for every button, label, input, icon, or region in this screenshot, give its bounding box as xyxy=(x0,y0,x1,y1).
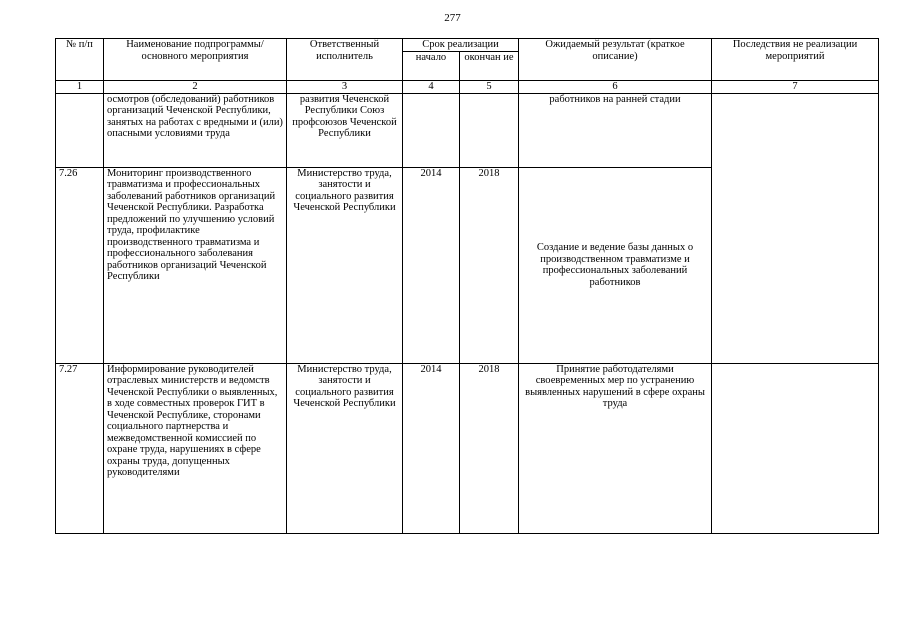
column-number: 5 xyxy=(460,81,519,94)
row-responsible: Министерство труда, занятости и социального развития Чеченской Республики xyxy=(287,167,403,363)
row-result: Принятие работодателями своевременных мер по устранению выявленных нарушений в сфере охраны труда xyxy=(519,363,712,533)
table-row xyxy=(56,93,879,167)
header-no: № п/п xyxy=(56,39,104,81)
row-end: 2018 xyxy=(460,167,519,363)
header-responsible: Ответственный исполнитель xyxy=(287,39,403,81)
row-end xyxy=(460,93,519,167)
column-number: 3 xyxy=(287,81,403,94)
header-result: Ожидаемый результат (краткое описание) xyxy=(519,39,712,81)
row-no xyxy=(56,93,104,167)
measures-table xyxy=(55,38,879,534)
row-start: 2014 xyxy=(403,363,460,533)
row-responsible: развития Чеченской Республики Союз профсоюзов Чеченской Республики xyxy=(287,93,403,167)
header-end: окончан ие xyxy=(460,52,519,81)
row-start: 2014 xyxy=(403,167,460,363)
header-name: Наименование подпрограммы/ основного мероприятия xyxy=(104,39,287,81)
row-end: 2018 xyxy=(460,363,519,533)
column-number: 1 xyxy=(56,81,104,94)
header-row xyxy=(56,39,879,52)
row-no: 7.26 xyxy=(56,167,104,363)
row-name: осмотров (обследований) работников организаций Чеченской Республики, занятых на работах с вредными и (или) опасными условиями труда xyxy=(104,93,287,167)
column-number: 4 xyxy=(403,81,460,94)
column-numbers-row xyxy=(56,81,879,94)
table-row xyxy=(56,363,879,533)
column-number: 2 xyxy=(104,81,287,94)
row-result: Создание и ведение базы данных о производственном травматизме и профессиональных заболеваний работников xyxy=(519,167,712,363)
row-name: Мониторинг производственного травматизма и профессиональных заболеваний работников организаций Чеченской Республики. Разработка предложений по улучшению условий труда, профилактике производственного травматизма и профессионального заболевания работников организаций Чеченской Республики xyxy=(104,167,287,363)
page-number: 277 xyxy=(444,12,461,24)
row-no: 7.27 xyxy=(56,363,104,533)
column-number: 6 xyxy=(519,81,712,94)
row-consequences xyxy=(712,93,879,363)
row-start xyxy=(403,93,460,167)
row-name: Информирование руководителей отраслевых министерств и ведомств Чеченской Республики о выявленных, в ходе совместных проверок ГИТ в Чеченской Республике, сторонами социального партнерства и межведомственной комиссией по охране труда, нарушениях в сфере охраны труда, допущенных руководителями xyxy=(104,363,287,533)
row-responsible: Министерство труда, занятости и социального развития Чеченской Республики xyxy=(287,363,403,533)
row-consequences xyxy=(712,363,879,533)
header-start: начало xyxy=(403,52,460,81)
header-period: Срок реализации xyxy=(403,39,519,52)
column-number: 7 xyxy=(712,81,879,94)
row-result: работников на ранней стадии xyxy=(519,93,712,167)
header-consequences: Последствия не реализации мероприятий xyxy=(712,39,879,81)
